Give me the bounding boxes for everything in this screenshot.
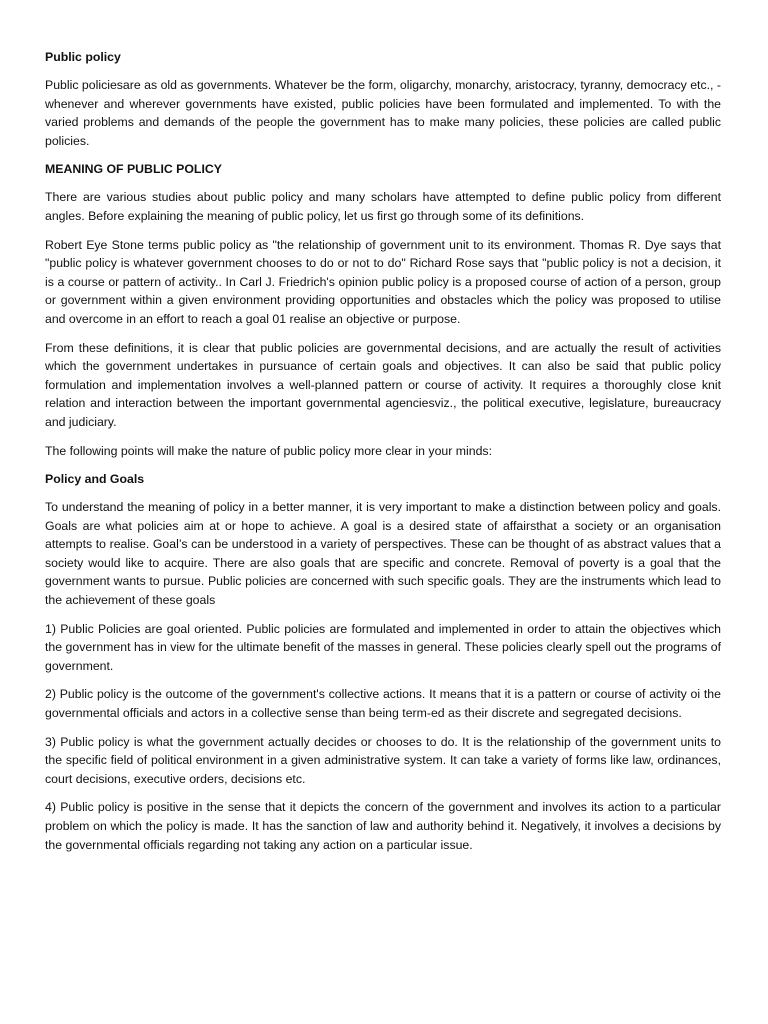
heading-meaning-of-public-policy: MEANING OF PUBLIC POLICY [45, 162, 222, 177]
paragraph-goals: To understand the meaning of policy in a better manner, it is very important to make a distinction between policy and goals. Goals are what policies aim at or hope to achieve. A goal is a desired state of affairsthat a society or an organisation attempts to realise. Goal’s can be understood in a variety of perspectives. These can be thought of as abstract values that a society would like to acquire. There are also goals that are specific and concrete. Removal of poverty is a goal that the government wants to pursue. Public policies are concerned with such specific goals. They are the instruments which lead to the achievement of these goals [45, 500, 721, 608]
paragraph-studies: There are various studies about public policy and many scholars have attempted to define public policy from different angles. Before explaining the meaning of public policy, let us first go through some of its definitions. [45, 190, 721, 223]
point-1: 1) Public Policies are goal oriented. Public policies are formulated and implemented in order to attain the objectives which the government has in view for the ultimate benefit of the masses in general. These policies clearly spell out the programs of government. [45, 621, 721, 673]
paragraph-definitions: Robert Eye Stone terms public policy as "the relationship of government unit to its environment. Thomas R. Dye says that "public policy is whatever government chooses to do or not to do" Richard Rose says that "public policy is not a decision, it is a course or pattern of activity.. In Carl J. Friedrich's opinion public policy is a proposed course of action of a person, group or government within a given environment providing opportunities and obstacles which the policy was proposed to utilise and overcome in an effort to reach a goal 01 realise an objective or purpose. [45, 237, 721, 326]
heading-policy-and-goals: Policy and Goals [45, 472, 145, 487]
paragraph-from-these-definitions: From these definitions, it is clear that public policies are governmental decisions, and are actually the result of activities which the government undertakes in pursuance of certain goals and objectives. It can also be said that public policy formulation and implementation involves a well-planned pattern or course of activity. It requires a thoroughly close knit relation and interaction between the important governmental agenciesviz., the political executive, legislature, bureaucracy and judiciary. [45, 340, 721, 429]
paragraph-intro: Public policiesare as old as governments. Whatever be the form, oligarchy, monarchy, aristocracy, tyranny, democracy etc., - whenever and wherever governments have existed, public policies have been formulated and implemented. To with the varied problems and demands of the people the government has to make many policies, these policies are called public policies. [45, 78, 721, 148]
paragraph-following-points: The following points will make the nature of public policy more clear in your minds: [45, 443, 492, 458]
heading-public-policy: Public policy [45, 50, 121, 64]
point-2: 2) Public policy is the outcome of the government's collective actions. It means that it is a pattern or course of activity oi the governmental officials and actors in a collective sense than being term-ed as their discrete and segregated decisions. [45, 687, 721, 721]
point-4: 4) Public policy is positive in the sense that it depicts the concern of the government and involves its action to a particular problem on which the policy is made. It has the sanction of law and authority behind it. Negatively, it involves a decisions by the governmental officials regarding not taking any action on a particular issue. [45, 800, 721, 852]
point-3: 3) Public policy is what the government actually decides or chooses to do. It is the relationship of the government units to the specific field of political environment in a given administrative system. It can take a variety of forms like law, ordinances, court decisions, executive orders, decisions etc. [45, 734, 721, 786]
